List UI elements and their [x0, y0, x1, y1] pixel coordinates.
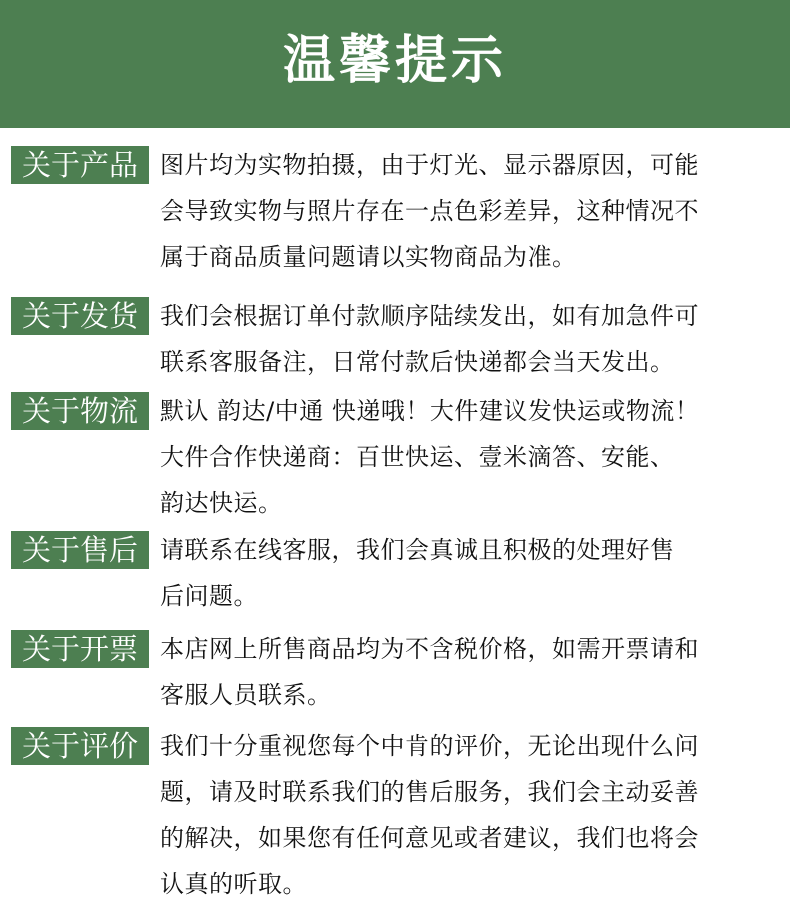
- section-line: 默认 韵达/中通 快递哦！大件建议发快运或物流！: [160, 397, 700, 425]
- section-label: 关于售后: [11, 531, 149, 569]
- section-line: 属于商品质量问题请以实物商品为准。: [160, 243, 577, 271]
- section-label: 关于发货: [11, 297, 149, 335]
- section-body: [160, 626, 760, 718]
- section-line: 我们十分重视您每个中肯的评价，无论出现什么问: [160, 732, 699, 760]
- section-line: 客服人员联系。: [160, 681, 332, 709]
- section-line: 韵达快运。: [160, 489, 283, 517]
- section-line: 会导致实物与照片存在一点色彩差异，这种情况不: [160, 197, 699, 225]
- section-line: 我们会根据订单付款顺序陆续发出，如有加急件可: [160, 302, 699, 330]
- section-line: 本店网上所售商品均为不含税价格，如需开票请和: [160, 635, 699, 663]
- section-line: 联系客服备注，日常付款后快递都会当天发出。: [160, 348, 675, 376]
- section-label: 关于评价: [11, 727, 149, 765]
- section-line: 题，请及时联系我们的售后服务，我们会主动妥善: [160, 778, 699, 806]
- section-line: 认真的听取。: [160, 870, 307, 898]
- section-body: [160, 142, 760, 280]
- section-line: 后问题。: [160, 582, 258, 610]
- section-label: 关于产品: [11, 146, 149, 184]
- section-line: 图片均为实物拍摄，由于灯光、显示器原因，可能: [160, 151, 699, 179]
- section-body: [160, 723, 760, 907]
- section-line: 大件合作快递商：百世快运、壹米滴答、安能、: [160, 443, 675, 471]
- header-banner: [0, 0, 790, 128]
- page-title: 温馨提示: [282, 31, 507, 91]
- section-body: [160, 527, 760, 619]
- section-body: [160, 388, 760, 526]
- section-label: 关于物流: [11, 392, 149, 430]
- section-line: 请联系在线客服，我们会真诚且积极的处理好售: [160, 536, 675, 564]
- section-label: 关于开票: [11, 630, 149, 668]
- section-line: 的解决，如果您有任何意见或者建议，我们也将会: [160, 824, 699, 852]
- section-body: [160, 293, 760, 385]
